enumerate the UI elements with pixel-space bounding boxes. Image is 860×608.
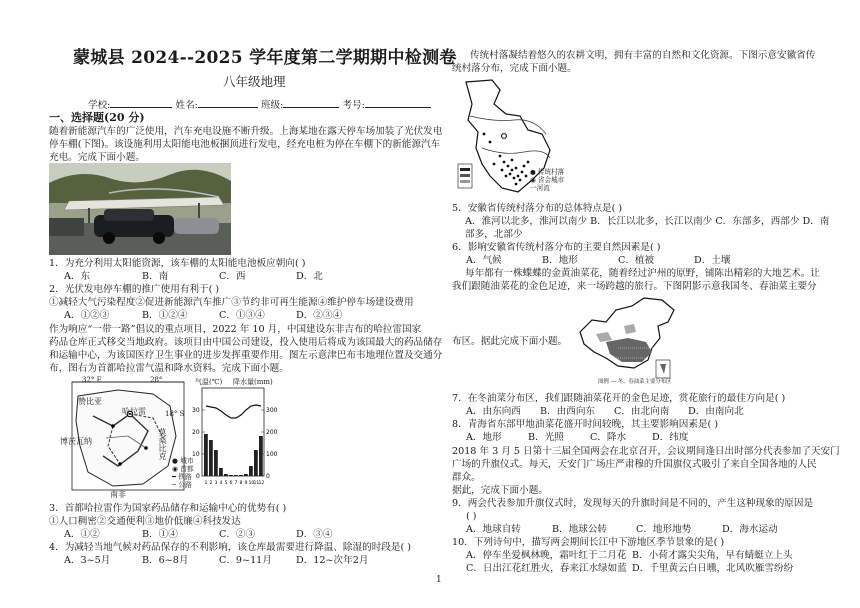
q7-option-b[interactable]: B．由西向东: [540, 406, 596, 417]
legend-provincial-capital-icon: ◉: [530, 176, 536, 184]
student-info-fields: [88, 98, 431, 112]
legend-city-icon: ●: [172, 457, 178, 465]
q10-option-a[interactable]: A．停车坐爱枫林晚，霜叶红于二月花: [466, 550, 627, 561]
month-10: 10: [248, 481, 255, 486]
q10-option-c[interactable]: C．日出江花红胜火，春来江水绿如蓝: [466, 563, 627, 574]
climate-rain-label: 降水量(mm): [233, 378, 273, 386]
carport-photo: [49, 163, 231, 255]
intro4-line1: 2018 年 3 月 5 日第十三届全国两会在北京召开，会议期间逢日出时部分代表参加了天安门: [452, 446, 840, 457]
q5-stem: 5．安徽省传统村落分布的总体特点是( ): [452, 203, 623, 214]
intro4-line3: 群众。: [452, 472, 481, 483]
place-harare: 哈拉雷: [122, 407, 146, 416]
intro1-line1: 随着新能源汽车的广泛使用，汽车充电设施不断升级。上海某地在露天停车场加装了光伏发电: [49, 126, 443, 137]
rain-tick-100: 100: [266, 451, 278, 458]
q9-option-d[interactable]: D．海水运动: [722, 524, 778, 535]
q9-option-b[interactable]: B．地球公转: [552, 524, 608, 535]
q7-option-c[interactable]: C．由北向南: [614, 406, 670, 417]
month-3: 3: [214, 481, 218, 486]
q10-stem: 10．下列诗句中，描写两会期间长江中下游地区季节景象的是( ): [452, 537, 725, 548]
intro1-line3: 充电。完成下面小题。: [49, 152, 145, 163]
q1-option-c[interactable]: C．西: [219, 271, 246, 282]
intro3-line2: 我们跟随油菜花的金色足迹，来一场跨越的旅行。下图阴影示意我国冬、春油菜主要分: [452, 281, 817, 292]
q2-option-c[interactable]: C．①③④: [219, 310, 265, 321]
legend-road-icon: ╌: [172, 481, 177, 489]
name-label: 姓名:: [175, 100, 198, 111]
temp-tick-20: 20: [192, 429, 200, 436]
intro3-line1: 每年都有一株蝶蝶的金黄油菜花，随着经过沪州的原野，铺陈出精彩的大地艺术。让: [465, 268, 820, 279]
page-number: 1: [436, 575, 442, 585]
place-south-africa: 南非: [110, 490, 126, 499]
map-lat-18s: 18° S: [165, 410, 185, 418]
q9-option-c[interactable]: C．地形地势: [636, 524, 692, 535]
intro4-line4: 据此，完成下面小题。: [452, 485, 548, 496]
intro1-line2: 停车棚(下图)。该设施利用太阳能电池板捆顶进行发电，经充电桩为停在车棚下的新能源汽车: [49, 139, 441, 150]
q4-stem: 4．为减轻当地气候对药品保存的不利影响，该仓库最需要进行降温、除湿的时段是( ): [49, 542, 412, 553]
rain-tick-0: 0: [266, 473, 270, 480]
intro2-line4: 布，图右为首都哈拉雷气温和降水资料。完成下面小题。: [49, 363, 289, 374]
intro3-end: 布区。据此完成下面小题。: [452, 336, 568, 347]
q9-option-a[interactable]: A．地球自转: [466, 524, 521, 535]
q7-option-a[interactable]: A．由东向西: [466, 406, 521, 417]
school-label: 学校:: [88, 100, 111, 111]
legend-city: 城市: [180, 457, 194, 465]
school-field[interactable]: [110, 98, 172, 108]
q2-choices: ①减轻大气污染程度②促进新能源汽车推广③节约非可再生能源④维护停车场建设费用: [49, 297, 414, 308]
q7-stem: 7．在冬油菜分布区，我们跟随油菜花开的金色足迹，赏花旅行的最佳方向是( ): [452, 393, 786, 404]
map-lat-28: 28°: [150, 376, 163, 384]
month-9: 9: [244, 481, 248, 486]
exam-number-field[interactable]: [365, 98, 431, 108]
anhui-legend: [530, 168, 564, 192]
class-label: 班级:: [260, 100, 284, 111]
name-field[interactable]: [198, 98, 258, 108]
section-heading: 一、选择题(20 分): [49, 111, 145, 124]
intro2-line2: 药品仓库正式移交当地政府。该项目由中国公司建设，投入使用后将成为该国最大的药品储存: [49, 337, 443, 348]
q2-option-b[interactable]: B．①②④: [142, 310, 188, 321]
q6-option-a[interactable]: A．气候: [466, 255, 502, 266]
temp-tick-30: 30: [192, 407, 200, 414]
q2-stem: 2．光伏发电停车棚的推广使用有利于( ): [49, 284, 220, 295]
q3-option-d[interactable]: D．③④: [296, 529, 333, 540]
q1-option-d[interactable]: D．北: [296, 271, 323, 282]
month-1: 1: [204, 481, 208, 486]
month-5: 5: [224, 481, 228, 486]
month-7: 7: [234, 481, 238, 486]
q3-option-b[interactable]: B．①④: [142, 529, 178, 540]
q4-option-b[interactable]: B．6~8月: [142, 555, 189, 566]
q8-option-c[interactable]: C．降水: [590, 432, 627, 443]
q4-option-c[interactable]: C．9~11月: [219, 555, 272, 566]
q1-option-a[interactable]: A．东: [64, 271, 91, 282]
china-rapeseed-map: [572, 292, 680, 384]
exam-number-label: 考号:: [342, 100, 365, 111]
legend-village-icon: ●: [530, 168, 536, 176]
intro4-line2: 广场的升旗仪式。每天，天安门广场庄严肃穆的升国旗仪式吸引了来自全国各地的人民: [452, 459, 817, 470]
temp-tick-0: 0: [196, 473, 200, 480]
q3-option-a[interactable]: A．①②: [64, 529, 100, 540]
month-11: 11: [253, 481, 260, 486]
anhui-intro-line1: 传统村落凝结着悠久的农耕文明，拥有丰富的自然和文化资源。下图示意安徽省传: [470, 50, 816, 61]
china-map-legend: 图例 — 冬、春油菜主要分布区: [598, 379, 672, 385]
class-field[interactable]: [283, 98, 339, 108]
legend-village: 传统村落: [537, 168, 565, 176]
temp-tick-10: 10: [192, 451, 200, 458]
exam-subtitle: 八年级地理: [223, 74, 286, 89]
anhui-intro-line2: 统村落分布，完成下面小题。: [452, 63, 577, 74]
q3-option-c[interactable]: C．②③: [219, 529, 256, 540]
month-2: 2: [209, 481, 213, 486]
month-6: 6: [229, 481, 233, 486]
q10-option-b[interactable]: B．小荷才露尖尖角，早有蜻蜓立上头: [632, 550, 793, 561]
q8-option-a[interactable]: A．地形: [466, 432, 502, 443]
month-8: 8: [239, 481, 243, 486]
q4-option-d[interactable]: D．12~次年2月: [296, 555, 369, 566]
q3-stem: 3．首都哈拉雷作为国家药品储存和运输中心的优势有( ): [49, 503, 287, 514]
q3-choices: ①人口稠密②交通便利③地价低廉④科技发达: [49, 516, 241, 527]
place-zambia: 赞比亚: [78, 397, 102, 406]
q4-option-a[interactable]: A．3~5月: [64, 555, 111, 566]
climate-temp-label: 气温(℃): [195, 378, 223, 386]
climate-chart: [190, 384, 280, 492]
q9-answer-bracket: ( ): [466, 511, 477, 522]
month-4: 4: [219, 481, 223, 486]
legend-railway-icon: ━: [172, 473, 177, 481]
month-12: 12: [258, 481, 265, 486]
q5-options-line1[interactable]: A．淮河以北多，淮河以南少 B．长江以北多，长江以南少 C．东部多，西部少 D．南: [465, 216, 830, 227]
q1-stem: 1．为充分利用太阳能资源，该车棚的太阳能电池板应朝向( ): [49, 258, 306, 269]
q6-option-c[interactable]: C．植被: [618, 255, 655, 266]
rain-tick-200: 200: [266, 429, 278, 436]
legend-provincial-capital: 省会城市: [537, 176, 565, 184]
q9-stem: 9．两会代表参加升旗仪式时，发现每天的升旗时间是不同的，产生这种现象的原因是: [452, 498, 814, 509]
q6-option-b[interactable]: B．地形: [542, 255, 578, 266]
q7-option-d[interactable]: D．由南向北: [688, 406, 744, 417]
place-mozambique: 莫桑比克: [158, 428, 167, 460]
legend-capital: 首都: [180, 465, 194, 473]
legend-river: 一河流: [530, 184, 550, 192]
legend-capital-icon: ◉: [172, 465, 178, 473]
exam-title: 蒙城县 2024--2025 学年度第二学期期中检测卷: [73, 48, 457, 68]
intro2-line3: 和运输中心，为该国医疗卫生事业的进步发挥重要作用。图左示意津巴布韦地理位置及交通分: [49, 350, 443, 361]
q2-option-d[interactable]: D．②③④: [296, 310, 343, 321]
q2-option-a[interactable]: A．①②③: [64, 310, 110, 321]
q6-stem: 6．影响安徽省传统村落分布的主要自然因素是( ): [452, 242, 661, 253]
place-botswana: 博茨瓦纳: [60, 437, 92, 446]
q10-option-d[interactable]: D．千里黄云白日曛，北风吹雁雪纷纷: [632, 563, 794, 574]
q8-option-d[interactable]: D．纬度: [652, 432, 689, 443]
legend-road: 公路: [178, 481, 192, 489]
intro2-line1: 作为响应“一带一路”倡议的重点项目，2022 年 10 月，中国建设东非吉布的哈拉雷国家: [49, 324, 422, 335]
q1-option-b[interactable]: B．南: [142, 271, 169, 282]
rain-tick-300: 300: [266, 407, 278, 414]
legend-railway: 铁路: [178, 473, 192, 481]
q6-option-d[interactable]: D．土壤: [694, 255, 731, 266]
q8-option-b[interactable]: B．光照: [528, 432, 564, 443]
q5-options-line2[interactable]: 部多，北部少: [465, 229, 523, 240]
q8-stem: 8．青海省东部甲地油菜花盛开时间较晚，其主要影响因素是( ): [452, 419, 719, 430]
map-lon-32e: 32° E: [82, 376, 102, 384]
